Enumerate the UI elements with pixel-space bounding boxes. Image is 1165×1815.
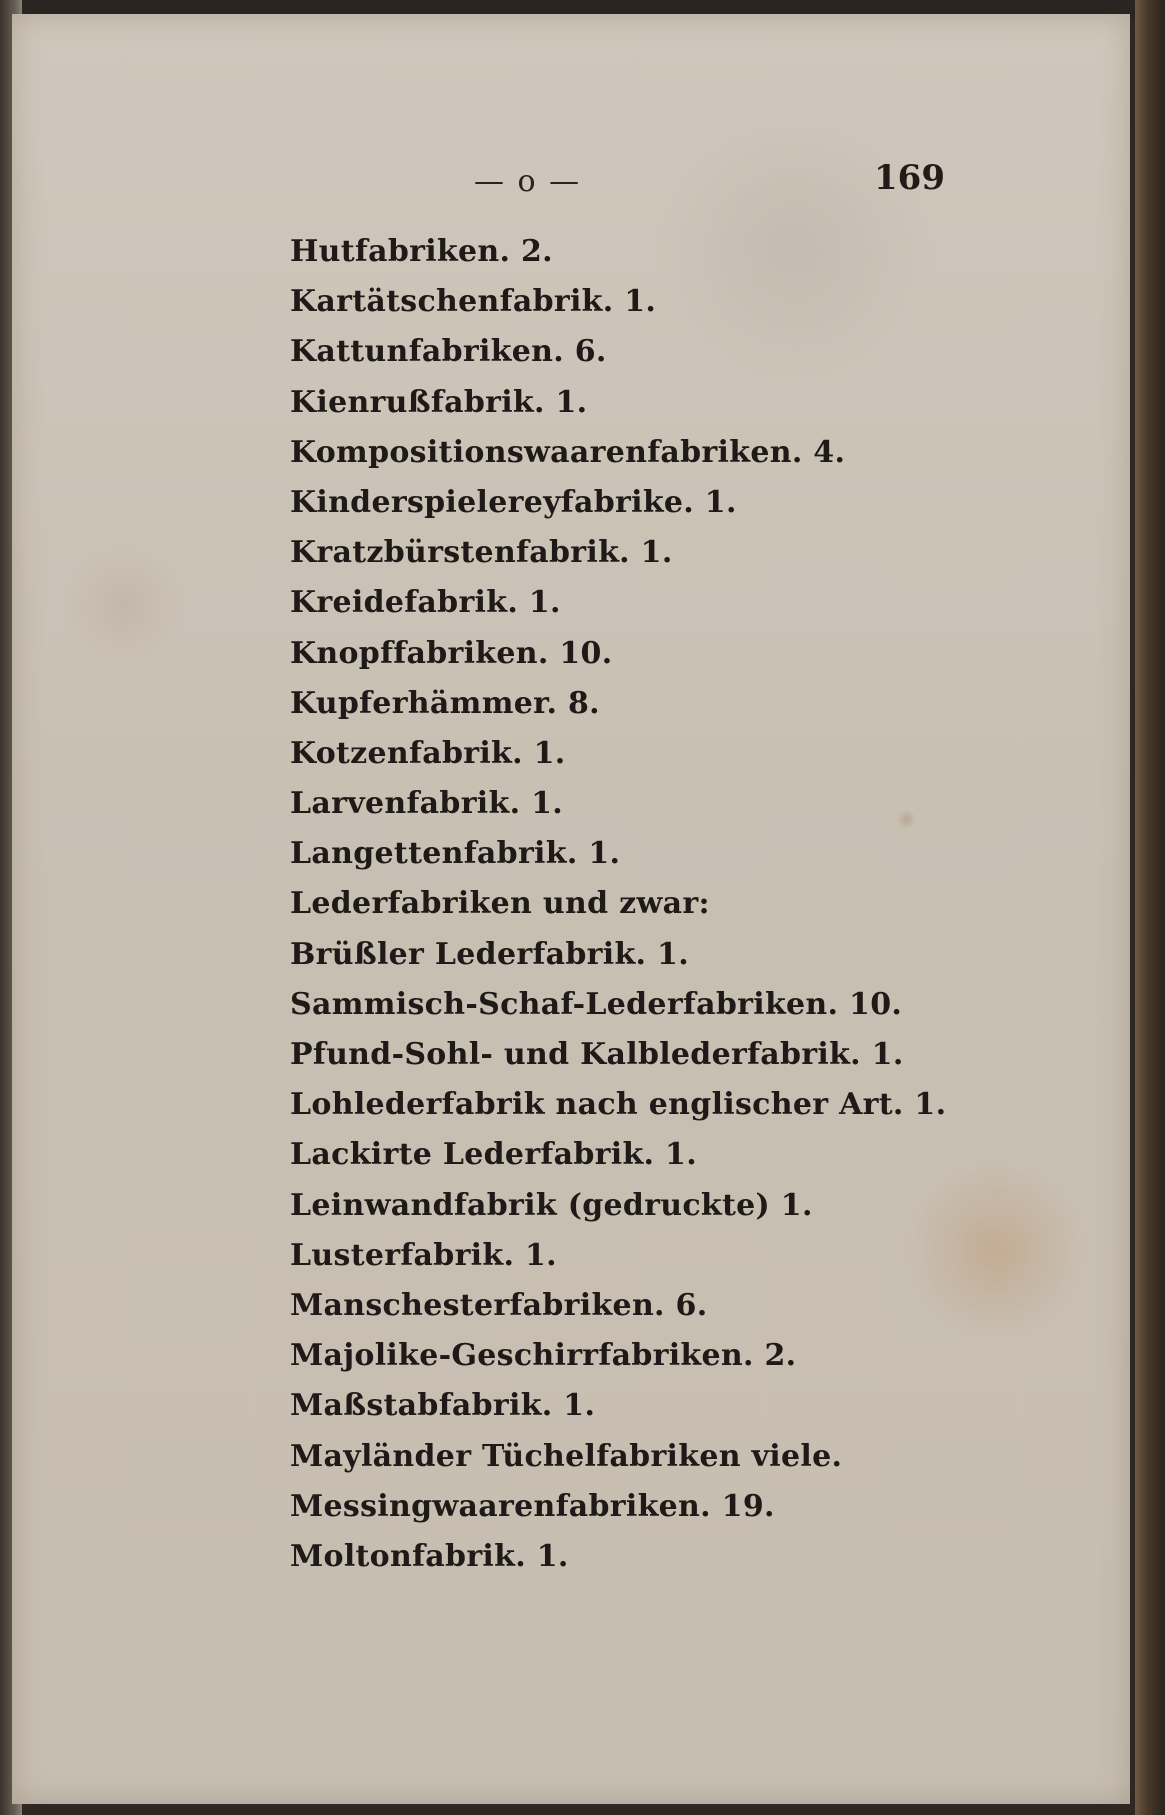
list-item: Kotzenfabrik. 1. [290,735,566,771]
list-item: Knopffabriken. 10. [290,635,613,671]
list-item: Kinderspielereyfabrike. 1. [290,484,737,520]
list-item: Lohlederfabrik nach englischer Art. 1. [290,1087,947,1123]
factory-list [290,227,946,1582]
list-item: Maßstabfabrik. 1. [290,1388,596,1424]
list-item: Hutfabriken. 2. [290,234,553,269]
list-item: Pfund-Sohl- und Kalblederfabrik. 1. [290,1037,904,1072]
list-item: Kreidefabrik. 1. [290,585,561,621]
list-item: Mayländer Tüchelfabriken viele. [290,1438,843,1474]
list-item: Kienrußfabrik. 1. [290,384,588,420]
list-item: Larvenfabrik. 1. [290,786,563,822]
right-book-edge [1135,0,1165,1815]
list-item: Kattunfabriken. 6. [290,334,607,370]
header-ornament: — o — [474,164,582,199]
list-item: Majolike-Geschirrfabriken. 2. [290,1338,797,1374]
list-item: Kartätschenfabrik. 1. [290,284,657,320]
list-item: Kompositionswaarenfabriken. 4. [290,434,846,470]
list-item: Messingwaarenfabriken. 19. [290,1488,775,1524]
list-item: Kratzbürstenfabrik. 1. [290,535,673,571]
list-item: Lederfabriken und zwar: [290,886,710,922]
list-item: Lackirte Lederfabrik. 1. [290,1137,697,1173]
page-header [12,158,1130,204]
list-item: Brüßler Lederfabrik. 1. [290,936,689,972]
list-item: Lusterfabrik. 1. [290,1237,557,1273]
list-item: Manschesterfabriken. 6. [290,1287,708,1323]
paper-sheet [12,14,1130,1804]
list-item: Langettenfabrik. 1. [290,836,621,872]
page-number: 169 [874,158,945,198]
list-item: Moltonfabrik. 1. [290,1538,569,1574]
list-item: Sammisch-Schaf-Lederfabriken. 10. [290,986,903,1022]
list-item: Leinwandfabrik (gedruckte) 1. [290,1187,813,1223]
list-item: Kupferhämmer. 8. [290,685,600,721]
